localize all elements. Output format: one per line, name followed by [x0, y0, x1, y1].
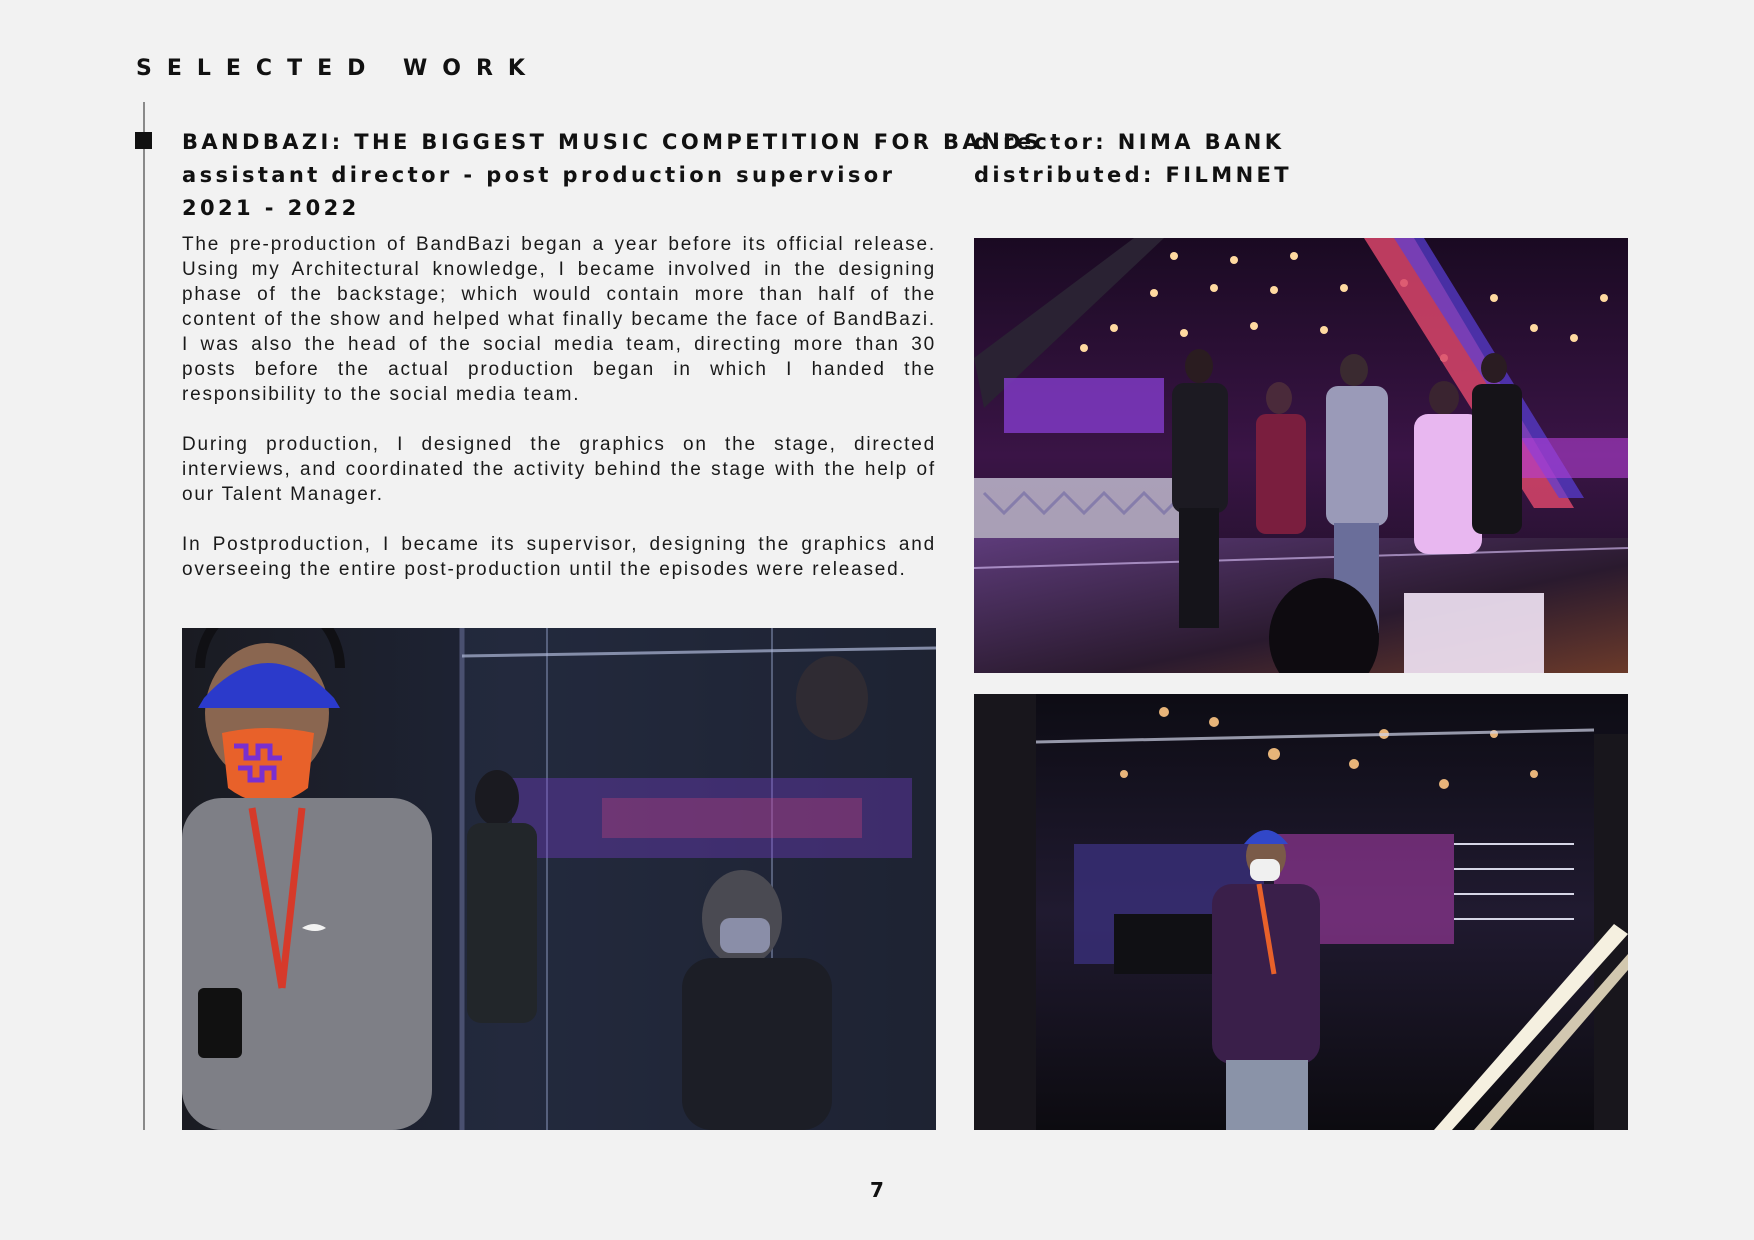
description-paragraph: The pre-production of BandBazi began a year before its official release. Using my Architectural knowledge, I became involved in the designing phase of the backstage; which would contain more than half of the content of the show and helped what finally became the face of BandBazi. I was also the head of the social media team, directing more than 30 posts before the actual production began in which I handed the responsibility to the social media team. — [182, 234, 936, 405]
stage-crew-photo — [974, 238, 1628, 673]
timeline-marker — [135, 132, 152, 149]
project-role: assistant director - post production supervisor — [182, 163, 896, 187]
description-paragraph: In Postproduction, I became its supervisor, designing the graphics and overseeing the entire post-production until the episodes were released. — [182, 534, 936, 580]
control-booth-photo — [974, 694, 1628, 1130]
project-director: director: NIMA BANK — [974, 130, 1285, 154]
project-description — [182, 232, 936, 582]
timeline-line — [143, 102, 145, 1130]
project-years: 2021 - 2022 — [182, 196, 360, 220]
project-title: BANDBAZI: THE BIGGEST MUSIC COMPETITION FOR BANDS — [182, 130, 1043, 154]
description-paragraph: During production, I designed the graphics on the stage, directed interviews, and coordinated the activity behind the stage with the help of our Talent Manager. — [182, 434, 936, 505]
headset-crew-photo — [182, 628, 936, 1130]
page-number: 7 — [870, 1178, 884, 1202]
project-credits — [974, 126, 1292, 192]
section-title: SELECTED WORK — [136, 56, 540, 81]
project-distributor: distributed: FILMNET — [974, 163, 1293, 187]
project-heading — [182, 126, 1042, 225]
